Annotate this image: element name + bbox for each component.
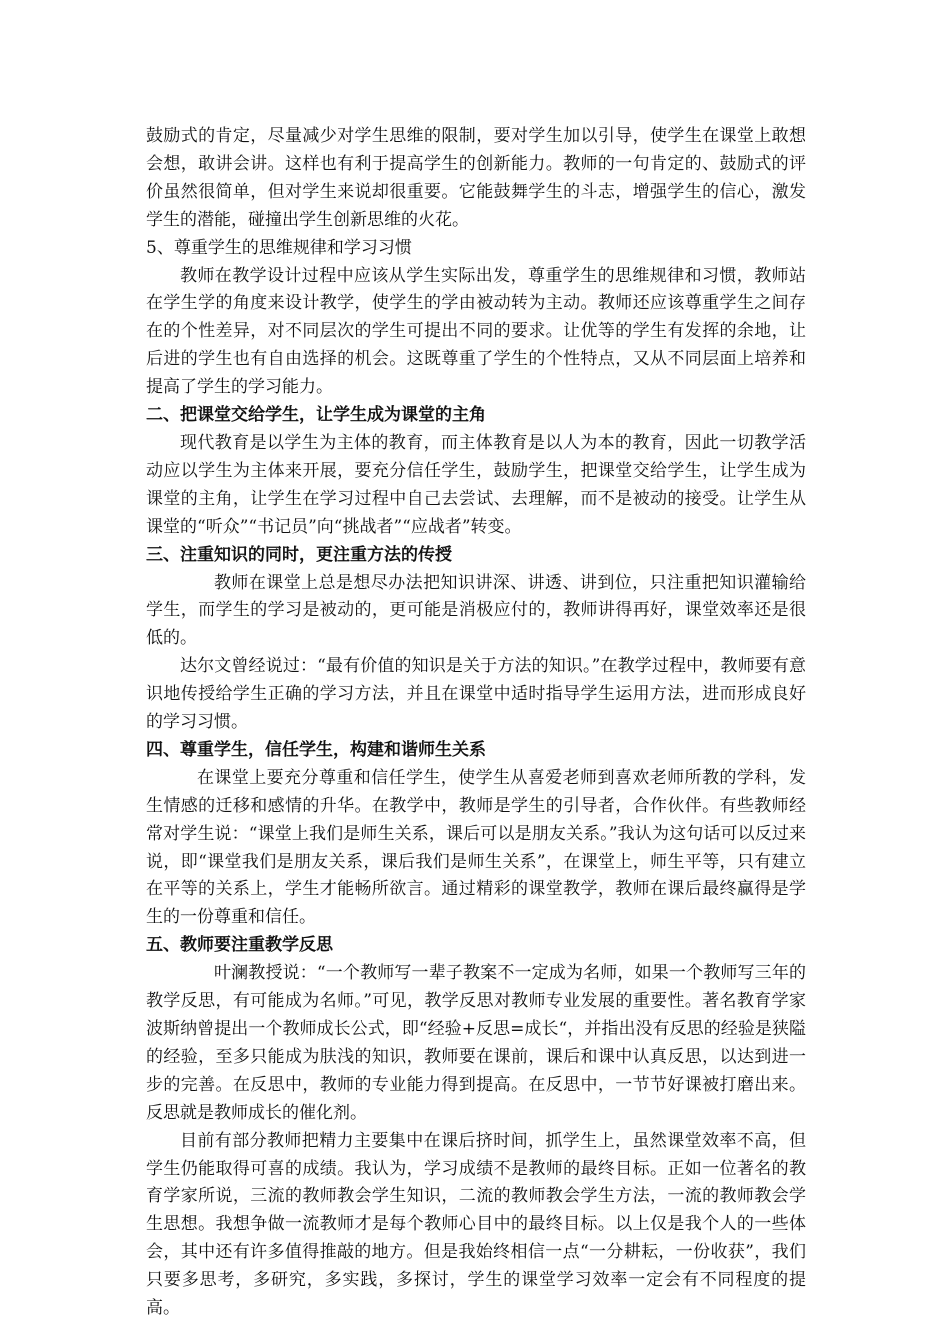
heading-section-2: 二、把课堂交给学生，让学生成为课堂的主角: [146, 405, 486, 426]
paragraph-trust-students: 在课堂上要充分尊重和信任学生，使学生从喜爱老师到喜欢老师所教的学科，发生情感的迁移和感情的升华。在教学中，教师是学生的引导者，合作伙伴。有些教师经常对学生说：“课堂上我们是师生关系，课后可以是朋友关系。”我认为这句话可以反过来说，即“课堂我们是朋友关系，课后我们是师生关系”，在课堂上，师生平等，只有建立在平等的关系上，学生才能畅所欲言。通过精彩的课堂教学，教师在课后最终赢得是学生的一份尊重和信任。: [146, 767, 806, 928]
heading-section-4: 四、尊重学生，信任学生，构建和谐师生关系: [146, 739, 486, 760]
heading-section-5: 五、教师要注重教学反思: [146, 935, 333, 956]
paragraph-encouragement: 鼓励式的肯定，尽量减少对学生思维的限制，要对学生加以引导，使学生在课堂上敢想会想，敢讲会讲。这样也有利于提高学生的创新能力。教师的一句肯定的、鼓励式的评价虽然很简单，但对学生来说却很重要。它能鼓舞学生的斗志，增强学生的信心，激发学生的潜能，碰撞出学生创新思维的火花。: [146, 126, 806, 230]
paragraph-conclusion: 目前有部分教师把精力主要集中在课后挤时间，抓学生上，虽然课堂效率不高，但学生仍能取得可喜的成绩。我认为，学习成绩不是教师的最终目标。正如一位著名的教育学家所说，三流的教师教会学生知识，二流的教师教会学生方法，一流的教师教会学生思想。我想争做一流教师才是每个教师心目中的最终目标。以上仅是我个人的一些体会，其中还有许多值得推敲的地方。但是我始终相信一点“一分耕耘，一份收获”，我们只要多思考，多研究，多实践，多探讨，学生的课堂学习效率一定会有不同程度的提高。: [146, 1130, 806, 1319]
paragraph-reflection: 叶澜教授说：“一个教师写一辈子教案不一定成为名师，如果一个教师写三年的教学反思，有可能成为名师。”可见，教学反思对教师专业发展的重要性。著名教育学家波斯纳曾提出一个教师成长公式，即“经验+反思=成长“，并指出没有反思的经验是狭隘的经验，至多只能成为肤浅的知识，教师要在课前，课后和课中认真反思，以达到进一步的完善。在反思中，教师的专业能力得到提高。在反思中，一节节好课被打磨出来。反思就是教师成长的催化剂。: [146, 963, 806, 1123]
paragraph-knowledge-teaching: 教师在课堂上总是想尽办法把知识讲深、讲透、讲到位，只注重把知识灌输给学生，而学生的学习是被动的，更可能是消极应付的，教师讲得再好，课堂效率还是很低的。: [146, 572, 806, 649]
heading-section-3: 三、注重知识的同时，更注重方法的传授: [146, 544, 452, 565]
paragraph-darwin-quote: 达尔文曾经说过：“最有价值的知识是关于方法的知识。”在教学过程中，教师要有意识地传授给学生正确的学习方法，并且在课堂中适时指导学生运用方法，进而形成良好的学习习惯。: [146, 656, 806, 733]
paragraph-teaching-design: 教师在教学设计过程中应该从学生实际出发，尊重学生的思维规律和习惯，教师站在学生学的角度来设计教学，使学生的学由被动转为主动。教师还应该尊重学生之间存在的个性差异，对不同层次的学生可提出不同的要求。让优等的学生有发挥的余地，让后进的学生也有自由选择的机会。这既尊重了学生的个性特点，又从不同层面上培养和提高了学生的学习能力。: [146, 265, 806, 398]
document-page: [146, 123, 806, 1323]
paragraph-student-centered: 现代教育是以学生为主体的教育，而主体教育是以人为本的教育，因此一切教学活动应以学生为主体来开展，要充分信任学生，鼓励学生，把课堂交给学生，让学生成为课堂的主角，让学生在学习过程中自己去尝试、去理解，而不是被动的接受。让学生从课堂的“听众”“书记员”向“挑战者”“应战者”转变。: [146, 432, 806, 537]
subheading-respect-thinking: 5、尊重学生的思维规律和学习习惯: [146, 237, 412, 258]
